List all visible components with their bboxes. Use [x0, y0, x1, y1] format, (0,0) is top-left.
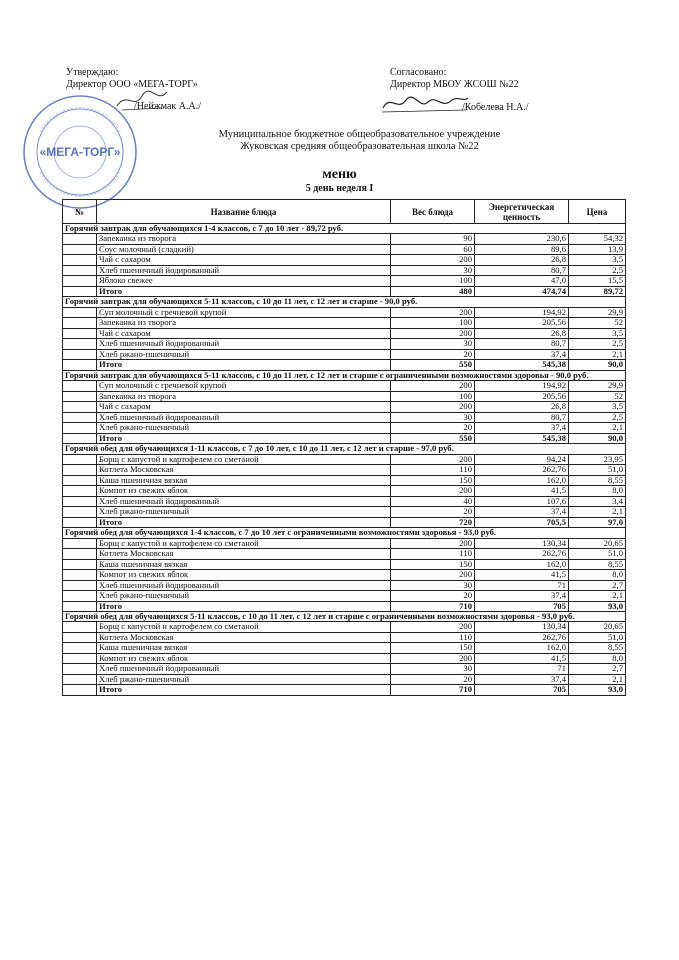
- table-row: [63, 465, 626, 476]
- row-number-cell: [63, 507, 97, 518]
- approval-left-label: Утверждаю:: [66, 67, 119, 78]
- price-cell: 8,55: [569, 643, 626, 654]
- price-cell: 23,95: [569, 454, 626, 465]
- table-row: [63, 559, 626, 570]
- row-number-cell: [63, 381, 97, 392]
- stamp-center-text: «МЕГА-ТОРГ»: [39, 145, 121, 159]
- dish-name-cell: Хлеб ржано-пшеничный: [97, 591, 391, 602]
- price-cell: 51,0: [569, 632, 626, 643]
- price-cell: 54,32: [569, 234, 626, 245]
- section-header-row: [63, 444, 626, 454]
- energy-cell: 545,38: [475, 360, 569, 371]
- dish-name-cell: Соус молочный (сладкий): [97, 244, 391, 255]
- weight-cell: 710: [391, 685, 475, 696]
- row-number-cell: [63, 517, 97, 528]
- energy-cell: 37,4: [475, 591, 569, 602]
- dish-name-cell: Каша пшеничная вязкая: [97, 643, 391, 654]
- energy-cell: 37,4: [475, 423, 569, 434]
- price-cell: 8,55: [569, 559, 626, 570]
- row-number-cell: [63, 244, 97, 255]
- weight-cell: 710: [391, 601, 475, 612]
- page-subtitle: 5 день неделя I: [305, 183, 374, 194]
- row-number-cell: [63, 328, 97, 339]
- energy-cell: 89,6: [475, 244, 569, 255]
- dish-name-cell: Суп молочный с гречневой крупой: [97, 381, 391, 392]
- total-row: [63, 286, 626, 297]
- weight-cell: 200: [391, 538, 475, 549]
- price-cell: 2,7: [569, 664, 626, 675]
- approval-right-label: Согласовано:: [390, 67, 447, 78]
- row-number-cell: [63, 538, 97, 549]
- row-number-cell: [63, 339, 97, 350]
- row-number-cell: [63, 622, 97, 633]
- section-title: Горячий завтрак для обучающихся 5-11 классов, с 10 до 11 лет, с 12 лет и старше - 90,0 руб.: [63, 297, 626, 307]
- table-row: [63, 570, 626, 581]
- price-cell: 52: [569, 318, 626, 329]
- row-number-cell: [63, 549, 97, 560]
- weight-cell: 30: [391, 265, 475, 276]
- price-cell: 93,0: [569, 685, 626, 696]
- dish-name-cell: Хлеб пшеничный йодированный: [97, 339, 391, 350]
- section-title: Горячий завтрак для обучающихся 1-4 классов, с 7 до 10 лет - 89,72 руб.: [63, 224, 626, 234]
- weight-cell: 110: [391, 549, 475, 560]
- energy-cell: 47,0: [475, 276, 569, 287]
- dish-name-cell: Чай с сахаром: [97, 255, 391, 266]
- dish-name-cell: Запеканка из творога: [97, 318, 391, 329]
- dish-name-cell: Компот из свежих яблок: [97, 486, 391, 497]
- row-number-cell: [63, 591, 97, 602]
- total-row: [63, 517, 626, 528]
- row-number-cell: [63, 402, 97, 413]
- weight-cell: 200: [391, 307, 475, 318]
- energy-cell: 80,7: [475, 339, 569, 350]
- weight-cell: 200: [391, 381, 475, 392]
- weight-cell: 60: [391, 244, 475, 255]
- row-number-cell: [63, 349, 97, 360]
- weight-cell: 150: [391, 559, 475, 570]
- table-row: [63, 454, 626, 465]
- table-row: [63, 402, 626, 413]
- header-weight: Вес блюда: [391, 200, 475, 224]
- energy-cell: 705,5: [475, 517, 569, 528]
- energy-cell: 705: [475, 601, 569, 612]
- dish-name-cell: Хлеб ржано-пшеничный: [97, 423, 391, 434]
- weight-cell: 200: [391, 454, 475, 465]
- row-number-cell: [63, 685, 97, 696]
- energy-cell: 194,92: [475, 307, 569, 318]
- weight-cell: 200: [391, 653, 475, 664]
- energy-cell: 71: [475, 580, 569, 591]
- price-cell: 3,5: [569, 402, 626, 413]
- energy-cell: 37,4: [475, 349, 569, 360]
- energy-cell: 130,34: [475, 622, 569, 633]
- dish-name-cell: Чай с сахаром: [97, 402, 391, 413]
- energy-cell: 194,92: [475, 381, 569, 392]
- section-header-row: [63, 370, 626, 380]
- dish-name-cell: Котлета Московская: [97, 549, 391, 560]
- table-row: [63, 496, 626, 507]
- weight-cell: 20: [391, 507, 475, 518]
- price-cell: 2,1: [569, 349, 626, 360]
- section-header-row: [63, 612, 626, 622]
- price-cell: 29,9: [569, 381, 626, 392]
- row-number-cell: [63, 255, 97, 266]
- total-row: [63, 601, 626, 612]
- energy-cell: 162,0: [475, 475, 569, 486]
- row-number-cell: [63, 643, 97, 654]
- approval-right-name: /Кобелева Н.А./: [462, 102, 529, 113]
- row-number-cell: [63, 465, 97, 476]
- section-header-row: [63, 297, 626, 307]
- dish-name-cell: Хлеб пшеничный йодированный: [97, 265, 391, 276]
- dish-name-cell: Борщ с капустой и картофелем со сметаной: [97, 538, 391, 549]
- row-number-cell: [63, 433, 97, 444]
- energy-cell: 205,56: [475, 391, 569, 402]
- row-number-cell: [63, 307, 97, 318]
- dish-name-cell: Борщ с капустой и картофелем со сметаной: [97, 622, 391, 633]
- section-title: Горячий завтрак для обучающихся 5-11 классов, с 10 до 11 лет, с 12 лет и старше с ограниченными возможностями здоровья - 90,0 руб.: [63, 370, 626, 380]
- row-number-cell: [63, 632, 97, 643]
- energy-cell: 37,4: [475, 507, 569, 518]
- price-cell: 2,1: [569, 674, 626, 685]
- price-cell: 8,55: [569, 475, 626, 486]
- table-row: [63, 475, 626, 486]
- table-row: [63, 549, 626, 560]
- row-number-cell: [63, 265, 97, 276]
- row-number-cell: [63, 454, 97, 465]
- price-cell: 2,5: [569, 339, 626, 350]
- total-row: [63, 685, 626, 696]
- table-row: [63, 391, 626, 402]
- dish-name-cell: Борщ с капустой и картофелем со сметаной: [97, 454, 391, 465]
- price-cell: 8,0: [569, 653, 626, 664]
- dish-name-cell: Итого: [97, 433, 391, 444]
- price-cell: 2,7: [569, 580, 626, 591]
- section-header-row: [63, 224, 626, 234]
- row-number-cell: [63, 496, 97, 507]
- price-cell: 2,1: [569, 591, 626, 602]
- row-number-cell: [63, 664, 97, 675]
- energy-cell: 262,76: [475, 465, 569, 476]
- row-number-cell: [63, 360, 97, 371]
- dish-name-cell: Котлета Московская: [97, 465, 391, 476]
- price-cell: 3,5: [569, 255, 626, 266]
- table-row: [63, 622, 626, 633]
- weight-cell: 30: [391, 664, 475, 675]
- price-cell: 8,0: [569, 570, 626, 581]
- weight-cell: 720: [391, 517, 475, 528]
- dish-name-cell: Компот из свежих яблок: [97, 653, 391, 664]
- row-number-cell: [63, 423, 97, 434]
- row-number-cell: [63, 276, 97, 287]
- weight-cell: 150: [391, 475, 475, 486]
- weight-cell: 20: [391, 349, 475, 360]
- price-cell: 20,65: [569, 622, 626, 633]
- row-number-cell: [63, 559, 97, 570]
- price-cell: 2,5: [569, 265, 626, 276]
- section-title: Горячий обед для обучающихся 5-11 классов, с 10 до 11 лет, с 12 лет и старше с ограниченными возможностями здоровья - 93,0 руб.: [63, 612, 626, 622]
- dish-name-cell: Итого: [97, 517, 391, 528]
- table-row: [63, 318, 626, 329]
- dish-name-cell: Компот из свежих яблок: [97, 570, 391, 581]
- dish-name-cell: Итого: [97, 601, 391, 612]
- weight-cell: 20: [391, 423, 475, 434]
- dish-name-cell: Хлеб пшеничный йодированный: [97, 580, 391, 591]
- weight-cell: 100: [391, 276, 475, 287]
- weight-cell: 30: [391, 339, 475, 350]
- row-number-cell: [63, 653, 97, 664]
- price-cell: 29,9: [569, 307, 626, 318]
- org-line-2: Жуковская средняя общеобразовательная школа №22: [240, 141, 479, 152]
- table-row: [63, 591, 626, 602]
- energy-cell: 26,8: [475, 402, 569, 413]
- weight-cell: 20: [391, 591, 475, 602]
- total-row: [63, 360, 626, 371]
- table-row: [63, 507, 626, 518]
- energy-cell: 162,0: [475, 643, 569, 654]
- header-number: №: [63, 200, 97, 224]
- price-cell: 15,5: [569, 276, 626, 287]
- header-dish-name: Название блюда: [97, 200, 391, 224]
- price-cell: 2,1: [569, 423, 626, 434]
- price-cell: 13,9: [569, 244, 626, 255]
- price-cell: 3,4: [569, 496, 626, 507]
- table-row: [63, 244, 626, 255]
- dish-name-cell: Запеканка из творога: [97, 391, 391, 402]
- page-title: меню: [322, 167, 357, 182]
- row-number-cell: [63, 475, 97, 486]
- table-row: [63, 580, 626, 591]
- table-row: [63, 486, 626, 497]
- energy-cell: 71: [475, 664, 569, 675]
- energy-cell: 80,7: [475, 265, 569, 276]
- dish-name-cell: Хлеб ржано-пшеничный: [97, 507, 391, 518]
- energy-cell: 41,5: [475, 653, 569, 664]
- header-energy: Энергетическая ценность: [475, 200, 569, 224]
- energy-cell: 230,6: [475, 234, 569, 245]
- weight-cell: 90: [391, 234, 475, 245]
- energy-cell: 705: [475, 685, 569, 696]
- energy-cell: 162,0: [475, 559, 569, 570]
- energy-cell: 107,6: [475, 496, 569, 507]
- dish-name-cell: Каша пшеничная вязкая: [97, 559, 391, 570]
- approval-left-name: /Нейжмак А.А./: [134, 101, 201, 112]
- row-number-cell: [63, 234, 97, 245]
- weight-cell: 40: [391, 496, 475, 507]
- energy-cell: 474,74: [475, 286, 569, 297]
- energy-cell: 94,24: [475, 454, 569, 465]
- weight-cell: 200: [391, 570, 475, 581]
- price-cell: 89,72: [569, 286, 626, 297]
- table-row: [63, 349, 626, 360]
- weight-cell: 110: [391, 632, 475, 643]
- table-row: [63, 234, 626, 245]
- price-cell: 8,0: [569, 486, 626, 497]
- price-cell: 51,0: [569, 465, 626, 476]
- weight-cell: 550: [391, 360, 475, 371]
- energy-cell: 262,76: [475, 549, 569, 560]
- approval-left-position: Директор ООО «МЕГА-ТОРГ»: [66, 79, 198, 90]
- section-header-row: [63, 528, 626, 538]
- price-cell: 97,0: [569, 517, 626, 528]
- table-row: [63, 423, 626, 434]
- dish-name-cell: Чай с сахаром: [97, 328, 391, 339]
- table-row: [63, 339, 626, 350]
- row-number-cell: [63, 286, 97, 297]
- table-row: [63, 412, 626, 423]
- table-row: [63, 632, 626, 643]
- table-row: [63, 255, 626, 266]
- weight-cell: 30: [391, 580, 475, 591]
- approval-right-position: Директор МБОУ ЖСОШ №22: [390, 79, 519, 90]
- dish-name-cell: Итого: [97, 360, 391, 371]
- weight-cell: 550: [391, 433, 475, 444]
- table-row: [63, 328, 626, 339]
- price-cell: 20,65: [569, 538, 626, 549]
- dish-name-cell: Запеканка из творога: [97, 234, 391, 245]
- company-stamp: [20, 92, 140, 212]
- weight-cell: 100: [391, 318, 475, 329]
- energy-cell: 41,5: [475, 570, 569, 581]
- dish-name-cell: Яблоко свежее: [97, 276, 391, 287]
- price-cell: 51,0: [569, 549, 626, 560]
- dish-name-cell: Суп молочный с гречневой крупой: [97, 307, 391, 318]
- signature-right: [380, 92, 470, 116]
- energy-cell: 262,76: [475, 632, 569, 643]
- table-row: [63, 653, 626, 664]
- weight-cell: 20: [391, 674, 475, 685]
- price-cell: 3,5: [569, 328, 626, 339]
- dish-name-cell: Котлета Московская: [97, 632, 391, 643]
- energy-cell: 26,8: [475, 255, 569, 266]
- row-number-cell: [63, 391, 97, 402]
- weight-cell: 200: [391, 486, 475, 497]
- price-cell: 52: [569, 391, 626, 402]
- table-row: [63, 674, 626, 685]
- section-title: Горячий обед для обучающихся 1-4 классов, с 7 до 10 лет с ограниченными возможностями здоровья - 93,0 руб.: [63, 528, 626, 538]
- total-row: [63, 433, 626, 444]
- table-row: [63, 538, 626, 549]
- row-number-cell: [63, 412, 97, 423]
- energy-cell: 26,8: [475, 328, 569, 339]
- weight-cell: 110: [391, 465, 475, 476]
- row-number-cell: [63, 318, 97, 329]
- weight-cell: 200: [391, 622, 475, 633]
- weight-cell: 30: [391, 412, 475, 423]
- table-row: [63, 381, 626, 392]
- table-row: [63, 265, 626, 276]
- weight-cell: 200: [391, 328, 475, 339]
- row-number-cell: [63, 580, 97, 591]
- price-cell: 90,0: [569, 360, 626, 371]
- table-row: [63, 643, 626, 654]
- org-line-1: Муниципальное бюджетное общеобразовательное учреждение: [218, 129, 501, 140]
- menu-table: [62, 199, 626, 696]
- dish-name-cell: Хлеб ржано-пшеничный: [97, 674, 391, 685]
- weight-cell: 100: [391, 391, 475, 402]
- weight-cell: 150: [391, 643, 475, 654]
- table-row: [63, 276, 626, 287]
- dish-name-cell: Итого: [97, 286, 391, 297]
- weight-cell: 480: [391, 286, 475, 297]
- energy-cell: 37,4: [475, 674, 569, 685]
- dish-name-cell: Хлеб пшеничный йодированный: [97, 496, 391, 507]
- table-row: [63, 307, 626, 318]
- header-price: Цена: [569, 200, 626, 224]
- energy-cell: 80,7: [475, 412, 569, 423]
- price-cell: 2,1: [569, 507, 626, 518]
- dish-name-cell: Каша пшеничная вязкая: [97, 475, 391, 486]
- section-title: Горячий обед для обучающихся 1-11 классов, с 7 до 10 лет, с 10 до 11 лет, с 12 лет и старше - 97,0 руб.: [63, 444, 626, 454]
- energy-cell: 41,5: [475, 486, 569, 497]
- price-cell: 93,0: [569, 601, 626, 612]
- weight-cell: 200: [391, 255, 475, 266]
- table-row: [63, 664, 626, 675]
- energy-cell: 545,38: [475, 433, 569, 444]
- row-number-cell: [63, 486, 97, 497]
- table-header-row: [63, 200, 626, 224]
- dish-name-cell: Хлеб пшеничный йодированный: [97, 664, 391, 675]
- row-number-cell: [63, 674, 97, 685]
- row-number-cell: [63, 601, 97, 612]
- energy-cell: 130,34: [475, 538, 569, 549]
- weight-cell: 200: [391, 402, 475, 413]
- price-cell: 2,5: [569, 412, 626, 423]
- energy-cell: 205,56: [475, 318, 569, 329]
- table-body: [63, 224, 626, 696]
- dish-name-cell: Хлеб пшеничный йодированный: [97, 412, 391, 423]
- dish-name-cell: Хлеб ржано-пшеничный: [97, 349, 391, 360]
- row-number-cell: [63, 570, 97, 581]
- dish-name-cell: Итого: [97, 685, 391, 696]
- price-cell: 90,0: [569, 433, 626, 444]
